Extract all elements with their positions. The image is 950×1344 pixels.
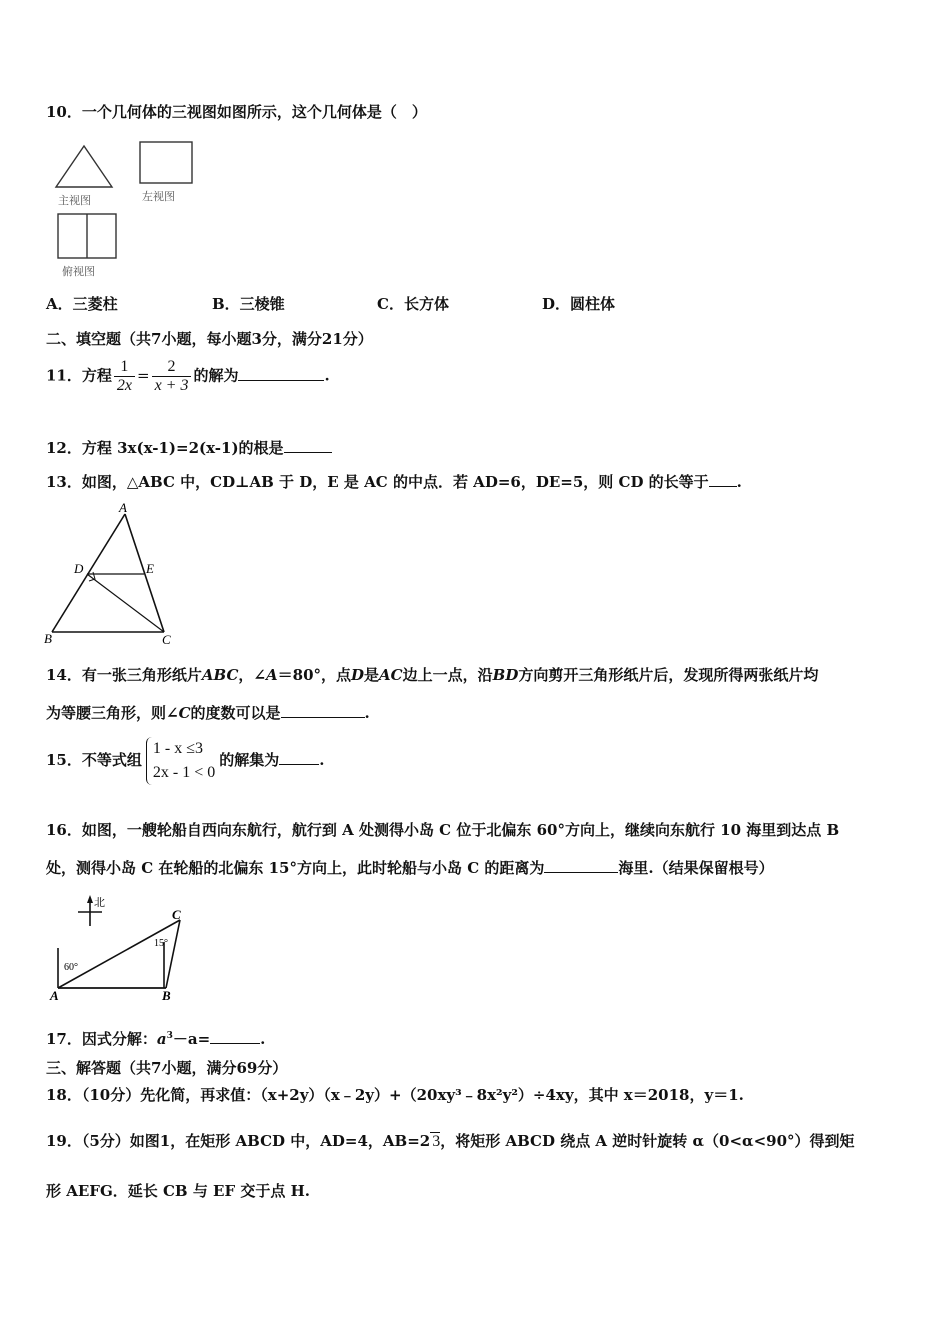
q15-inequality-system: 1 - x ≤3 2x - 1 < 0 <box>146 737 215 785</box>
q16-answer-blank[interactable] <box>544 858 618 873</box>
q19-sqrt: 3 <box>432 1133 441 1150</box>
q16-label-c: C <box>172 907 181 922</box>
q11-frac2: $\frac{2}{x + 3}$ <box>152 358 192 395</box>
q11-prefix: 11．方程 <box>46 366 112 385</box>
q14-line-2: 为等腰三角形，则∠C的度数可以是 . <box>46 704 370 722</box>
q12: 12．方程 3x(x-1)=2(x-1)的根是 <box>46 438 332 458</box>
q11-frac1: $\frac{1}{2x}$ <box>114 358 135 395</box>
q15-answer-blank[interactable] <box>279 750 319 765</box>
side-view-rect <box>140 142 192 183</box>
side-view-label: 左视图 <box>142 191 175 203</box>
q16-north-label: 北 <box>94 897 105 909</box>
q10-three-view-figure <box>50 138 210 282</box>
q13-label-d: D <box>74 561 84 576</box>
q13-label-c: C <box>162 632 171 647</box>
q10-option-a: A．三菱柱 <box>46 295 118 313</box>
q13-label-a: A <box>119 500 127 515</box>
q16-label-a: A <box>50 988 59 1003</box>
q11: 11．方程 $\frac{1}{2x}$ = $\frac{2}{x + 3}$ 的解为 . <box>46 358 330 394</box>
q13-label-e: E <box>146 561 154 576</box>
q13: 13．如图，△ABC 中，CD⊥AB 于 D，E 是 AC 的中点．若 AD=6，DE=5，则 CD 的长等于 . <box>46 473 742 491</box>
q16-navigation-figure <box>44 892 194 1010</box>
q10-option-d: D．圆柱体 <box>542 295 616 313</box>
section-3-heading: 三、解答题（共7小题，满分69分） <box>46 1059 288 1077</box>
q16-angle-60: 60° <box>64 962 78 973</box>
top-view-label: 俯视图 <box>62 266 95 278</box>
q16-line-1: 16．如图，一艘轮船自西向东航行，航行到 A 处测得小岛 C 位于北偏东 60°方向上，继续向东航行 10 海里到达点 B <box>46 821 840 839</box>
q16-label-b: B <box>162 988 171 1003</box>
q11-answer-blank[interactable] <box>238 366 324 381</box>
q10-option-b: B．三棱锥 <box>212 295 285 313</box>
q18: 18．（10分）先化简，再求值：（x+2y）（x﹣2y）+（20xy³﹣8x²y²）÷4xy，其中 x＝2018，y＝1. <box>46 1086 744 1104</box>
q13-triangle-figure <box>40 500 190 650</box>
q14-line-1: 14．有一张三角形纸片ABC，∠A＝80°，点D是AC边上一点，沿BD方向剪开三角形纸片后，发现所得两张纸片均 <box>46 666 819 684</box>
q16-angle-15: 15° <box>154 938 168 949</box>
q19-line-1: 19．（5分）如图1，在矩形 ABCD 中，AD=4，AB=2 3，将矩形 ABCD 绕点 A 逆时针旋转 α（0<α<90°）得到矩 <box>46 1132 855 1150</box>
q12-answer-blank[interactable] <box>284 438 332 453</box>
q19-line-2: 形 AEFG．延长 CB 与 EF 交于点 H. <box>46 1182 310 1200</box>
front-view-label: 主视图 <box>58 195 91 207</box>
q15: 15．不等式组 1 - x ≤3 2x - 1 < 0 的解集为 . <box>46 737 324 785</box>
q17: 17．因式分解：$a^3-a=$ . <box>46 1030 266 1048</box>
q13-label-b: B <box>44 631 52 646</box>
q13-answer-blank[interactable] <box>709 472 737 487</box>
front-view-triangle <box>56 146 112 187</box>
section-2-heading: 二、填空题（共7小题，每小题3分，满分21分） <box>46 330 373 348</box>
q10-stem: 10．一个几何体的三视图如图所示，这个几何体是（ ） <box>46 103 427 121</box>
q17-answer-blank[interactable] <box>210 1029 260 1044</box>
q16-line-2: 处，测得小岛 C 在轮船的北偏东 15°方向上，此时轮船与小岛 C 的距离为 海里.（结果保留根号） <box>46 859 774 877</box>
q11-suffix: 的解为 <box>193 366 239 385</box>
q10-option-c: C．长方体 <box>377 295 449 313</box>
q14-answer-blank[interactable] <box>281 703 365 718</box>
